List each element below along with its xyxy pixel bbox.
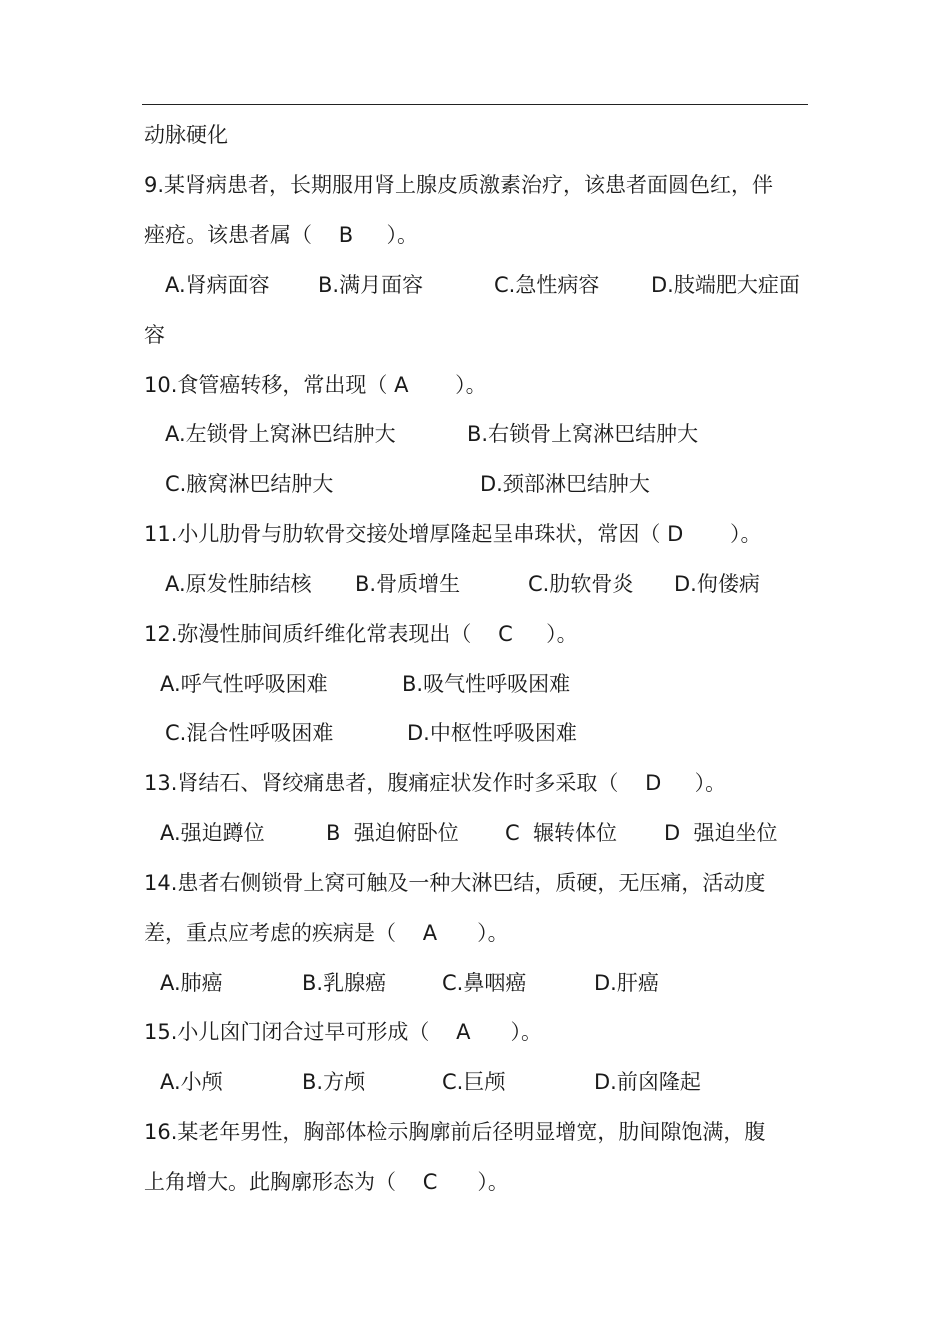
- option-11-b: B.骨质增生: [355, 572, 461, 596]
- question-9: 9.某肾病患者，长期服用肾上腺皮质激素治疗，该患者面圆色红，伴: [144, 173, 774, 197]
- option-14-b: B.乳腺癌: [302, 971, 387, 995]
- question-10: 10.食管癌转移，常出现（ A ）。: [144, 373, 487, 397]
- question-16: 16.某老年男性，胸部体检示胸廓前后径明显增宽，肋间隙饱满，腹: [144, 1120, 766, 1144]
- option-15-b: B.方颅: [302, 1070, 366, 1094]
- option-9-d: D.肢端肥大症面: [651, 273, 800, 297]
- option-14-a: A.肺癌: [160, 971, 223, 995]
- option-9-d-cont: 容: [144, 323, 165, 347]
- option-13-d: D 强迫坐位: [664, 821, 778, 845]
- question-14: 14.患者右侧锁骨上窝可触及一种大淋巴结，质硬，无压痛，活动度: [144, 871, 766, 895]
- option-10-b: B.右锁骨上窝淋巴结肿大: [467, 422, 699, 446]
- text-line: 动脉硬化: [144, 123, 228, 147]
- question-11: 11.小儿肋骨与肋软骨交接处增厚隆起呈串珠状，常因（ D ）。: [144, 522, 762, 546]
- option-15-d: D.前囟隆起: [594, 1070, 701, 1094]
- question-13: 13.肾结石、肾绞痛患者，腹痛症状发作时多采取（ D ）。: [144, 771, 727, 795]
- option-11-d: D.佝偻病: [674, 572, 760, 596]
- header-rule: [142, 104, 808, 105]
- option-11-c: C.肋软骨炎: [528, 572, 634, 596]
- option-9-c: C.急性病容: [494, 273, 600, 297]
- question-9-cont: 痤疮。该患者属（ B ）。: [144, 223, 418, 247]
- option-15-c: C.巨颅: [442, 1070, 506, 1094]
- option-9-a: A.肾病面容: [165, 273, 270, 297]
- option-12-d: D.中枢性呼吸困难: [407, 721, 577, 745]
- question-15: 15.小儿囟门闭合过早可形成（ A ）。: [144, 1020, 543, 1044]
- option-10-d: D.颈部淋巴结肿大: [480, 472, 650, 496]
- option-12-a: A.呼气性呼吸困难: [160, 672, 328, 696]
- option-12-c: C.混合性呼吸困难: [165, 721, 334, 745]
- question-14-cont: 差，重点应考虑的疾病是（ A ）。: [144, 921, 509, 945]
- option-9-b: B.满月面容: [318, 273, 424, 297]
- question-16-cont: 上角增大。此胸廓形态为（ C ）。: [144, 1170, 509, 1194]
- option-10-a: A.左锁骨上窝淋巴结肿大: [165, 422, 396, 446]
- option-14-c: C.鼻咽癌: [442, 971, 527, 995]
- option-10-c: C.腋窝淋巴结肿大: [165, 472, 334, 496]
- option-14-d: D.肝癌: [594, 971, 659, 995]
- option-13-b: B 强迫俯卧位: [326, 821, 459, 845]
- option-15-a: A.小颅: [160, 1070, 223, 1094]
- option-11-a: A.原发性肺结核: [165, 572, 312, 596]
- option-12-b: B.吸气性呼吸困难: [402, 672, 571, 696]
- option-13-c: C 辗转体位: [505, 821, 618, 845]
- option-13-a: A.强迫蹲位: [160, 821, 265, 845]
- question-12: 12.弥漫性肺间质纤维化常表现出（ C ）。: [144, 622, 578, 646]
